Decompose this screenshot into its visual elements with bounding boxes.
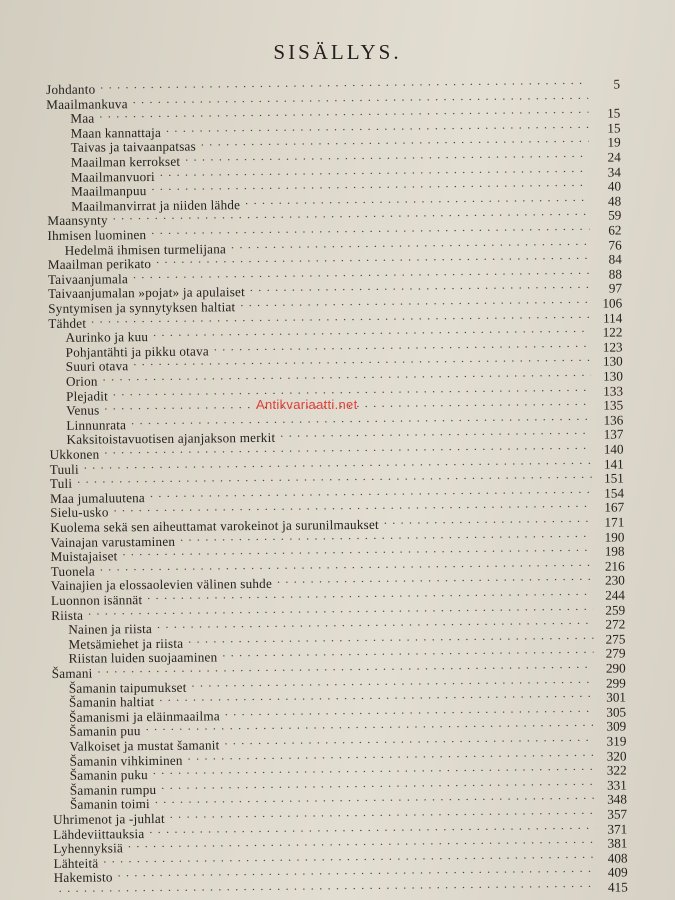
toc-entry-page: 34 bbox=[607, 164, 621, 180]
toc-entry-page: 135 bbox=[603, 397, 624, 413]
toc-entry-page: 62 bbox=[608, 222, 622, 238]
toc-entry-title: Ukkonen bbox=[49, 446, 100, 462]
toc-entry-title: Tuli bbox=[49, 475, 73, 492]
toc-entry-title: Taivas ja taivaanpatsas bbox=[70, 138, 196, 156]
toc-entry-page: 320 bbox=[606, 748, 627, 764]
toc-entry-page: 151 bbox=[604, 470, 624, 486]
toc-entry-page: 319 bbox=[606, 733, 627, 749]
toc-entry-title: Maa jumaluutena bbox=[49, 489, 146, 506]
toc-entry-title: Uhrimenot ja -juhlat bbox=[53, 810, 165, 827]
toc-entry-title: Kuolema sekä sen aiheuttamat varokeinot ja surunilmaukset bbox=[50, 516, 379, 535]
toc-entry-title: Taivaanjumalan »pojat» ja apulaiset bbox=[47, 284, 245, 302]
toc-entry-title: Suuri otava bbox=[65, 358, 129, 375]
toc-entry-title: Maa bbox=[70, 110, 95, 126]
toc-entry-page: 279 bbox=[605, 645, 626, 662]
toc-entry-title: Kaksitoistavuotisen ajanjakson merkit bbox=[66, 430, 276, 448]
toc-entry-page: 331 bbox=[606, 777, 627, 793]
toc-entry-title: Vainajien ja elossaolevien välinen suhde bbox=[50, 576, 273, 594]
toc-entry-title: Sielu-usko bbox=[50, 504, 109, 521]
toc-entry-title: Maailman kerrokset bbox=[70, 153, 181, 170]
toc-entry-page: 24 bbox=[607, 149, 621, 165]
toc-entry-page: 133 bbox=[603, 383, 624, 399]
toc-entry-title: Maansynty bbox=[47, 212, 108, 229]
toc-entry-page: 357 bbox=[607, 806, 628, 822]
toc-entry-page: 301 bbox=[606, 689, 627, 705]
toc-entry-page: 97 bbox=[608, 280, 623, 296]
toc-entry-page: 123 bbox=[602, 339, 623, 355]
toc-entry-page: 40 bbox=[607, 178, 622, 194]
toc-entry-title: Metsämiehet ja riista bbox=[68, 635, 184, 652]
toc-entry-title: Aurinko ja kuu bbox=[65, 329, 149, 346]
toc-entry-title: Tuonela bbox=[50, 563, 95, 579]
toc-entry-page: 130 bbox=[603, 368, 623, 384]
toc-entry-page: 322 bbox=[606, 762, 627, 778]
toc-entry-title: Taivaanjumala bbox=[47, 271, 129, 287]
toc-entry-page: 106 bbox=[602, 295, 623, 311]
toc-entry-page: 48 bbox=[607, 193, 622, 209]
toc-entry-title: Nainen ja riista bbox=[68, 621, 153, 637]
toc-entry-page: 19 bbox=[607, 134, 621, 151]
toc-entry-page: 272 bbox=[605, 616, 626, 632]
toc-entry-title: Riistan luiden suojaaminen bbox=[68, 649, 218, 667]
toc-entry-title: Šamanin taipumukset bbox=[68, 679, 187, 696]
toc-entry-page: 259 bbox=[605, 602, 626, 618]
toc-entry-page: 88 bbox=[608, 266, 622, 282]
toc-entry-page: 290 bbox=[605, 660, 626, 676]
toc-entry-page: 309 bbox=[606, 718, 627, 735]
toc-entry-page: 76 bbox=[608, 237, 622, 253]
toc-entry-title: Šamanin vihkiminen bbox=[69, 752, 183, 769]
toc-entry-title: Plejadit bbox=[65, 388, 109, 404]
toc-entry-title: Valkoiset ja mustat šamanit bbox=[69, 737, 220, 754]
toc-entry-title: Šamanin puu bbox=[69, 723, 141, 740]
toc-entry-page: 230 bbox=[604, 572, 625, 589]
toc-entry-title: Hedelmä ihmisen turmelijana bbox=[64, 240, 227, 258]
toc-entry-title: Maailman perikato bbox=[47, 256, 152, 273]
toc-entry-title: Maailmanvuori bbox=[70, 168, 155, 185]
toc-entry-page: 137 bbox=[603, 426, 624, 443]
toc-entry-page: 5 bbox=[613, 76, 621, 92]
toc-entry-page: 415 bbox=[607, 879, 628, 895]
toc-entry-page: 381 bbox=[607, 835, 628, 851]
toc-entry-page: 167 bbox=[604, 499, 625, 516]
toc-entry-page: 408 bbox=[607, 850, 628, 866]
toc-entry-page: 171 bbox=[604, 514, 625, 530]
toc-entry-page: 15 bbox=[607, 105, 621, 121]
toc-entry-title: Johdanto bbox=[46, 81, 96, 97]
toc-entry-page: 140 bbox=[603, 441, 624, 457]
toc-entry-title: Venus bbox=[66, 402, 100, 419]
toc-entry-title: Lyhennyksiä bbox=[53, 840, 124, 857]
toc-entry-title: Šamanin puku bbox=[69, 767, 148, 783]
toc-entry-title: Muistajaiset bbox=[50, 548, 118, 565]
toc-entry-page: 198 bbox=[604, 543, 625, 559]
toc-entry-page: 130 bbox=[602, 353, 623, 370]
toc-entry-title: Ihmisen luominen bbox=[47, 227, 147, 243]
toc-entry-page: 371 bbox=[607, 821, 628, 837]
toc-entry-title: Maailmanpuu bbox=[71, 183, 147, 199]
toc-entry-page: 136 bbox=[603, 412, 624, 428]
toc-entry-title: Maailmanvirrat ja niiden lähde bbox=[71, 196, 241, 214]
toc-entry-title: Lähteitä bbox=[53, 855, 99, 871]
toc-entry-page: 141 bbox=[603, 456, 624, 472]
page-title: SISÄLLYS. bbox=[273, 40, 402, 64]
toc-entry-title: Maailmankuva bbox=[46, 95, 128, 112]
toc-entry-title: Vainajan varustaminen bbox=[50, 533, 176, 550]
toc-entry-page: 59 bbox=[608, 207, 622, 224]
toc-entry-page: 190 bbox=[604, 529, 625, 545]
toc-entry-title: Lähdeviittauksia bbox=[53, 825, 145, 842]
toc-entry-page: 305 bbox=[606, 704, 627, 720]
toc-entry-page: 216 bbox=[604, 558, 625, 574]
toc-entry-title: Hakemisto bbox=[53, 869, 113, 886]
toc-entry-title: Šamanin rumpu bbox=[69, 781, 157, 798]
toc-entry-title: Šamanin haltiat bbox=[68, 694, 155, 710]
toc-entry-page: 348 bbox=[607, 791, 628, 808]
toc-entry-page: 409 bbox=[607, 864, 628, 881]
toc-entry-title: Šamani bbox=[51, 665, 93, 681]
toc-entry-title: Maan kannattaja bbox=[70, 124, 162, 141]
toc-entry-page: 154 bbox=[604, 485, 625, 501]
toc-entry-page: 114 bbox=[602, 310, 623, 326]
toc-entry-title: Tuuli bbox=[49, 461, 79, 477]
toc-entry-page: 244 bbox=[605, 587, 626, 603]
toc-entry-title: Pohjantähti ja pikku otava bbox=[65, 343, 209, 360]
toc-entry-page: 299 bbox=[605, 675, 626, 691]
watermark: Antikvariaatti.net bbox=[256, 397, 358, 412]
toc-entry-title: Šamanin toimi bbox=[69, 796, 150, 813]
toc-entry-title: Šamanismi ja eläinmaailma bbox=[69, 708, 220, 725]
toc-entry-title: Orion bbox=[65, 373, 98, 389]
toc-entry-page: 122 bbox=[602, 324, 623, 340]
toc-entry-title: Syntymisen ja synnytyksen haltiat bbox=[48, 299, 236, 316]
toc-entry-page: 15 bbox=[607, 120, 621, 136]
toc-entry-title: Luonnon isännät bbox=[50, 592, 143, 608]
toc-entry-title: Tähdet bbox=[48, 315, 87, 331]
toc-entry-page: 84 bbox=[608, 251, 622, 267]
toc-entry-title: Riista bbox=[51, 607, 84, 623]
toc-entry-page: 275 bbox=[605, 631, 626, 647]
toc-entry-title: Linnunrata bbox=[66, 417, 127, 433]
